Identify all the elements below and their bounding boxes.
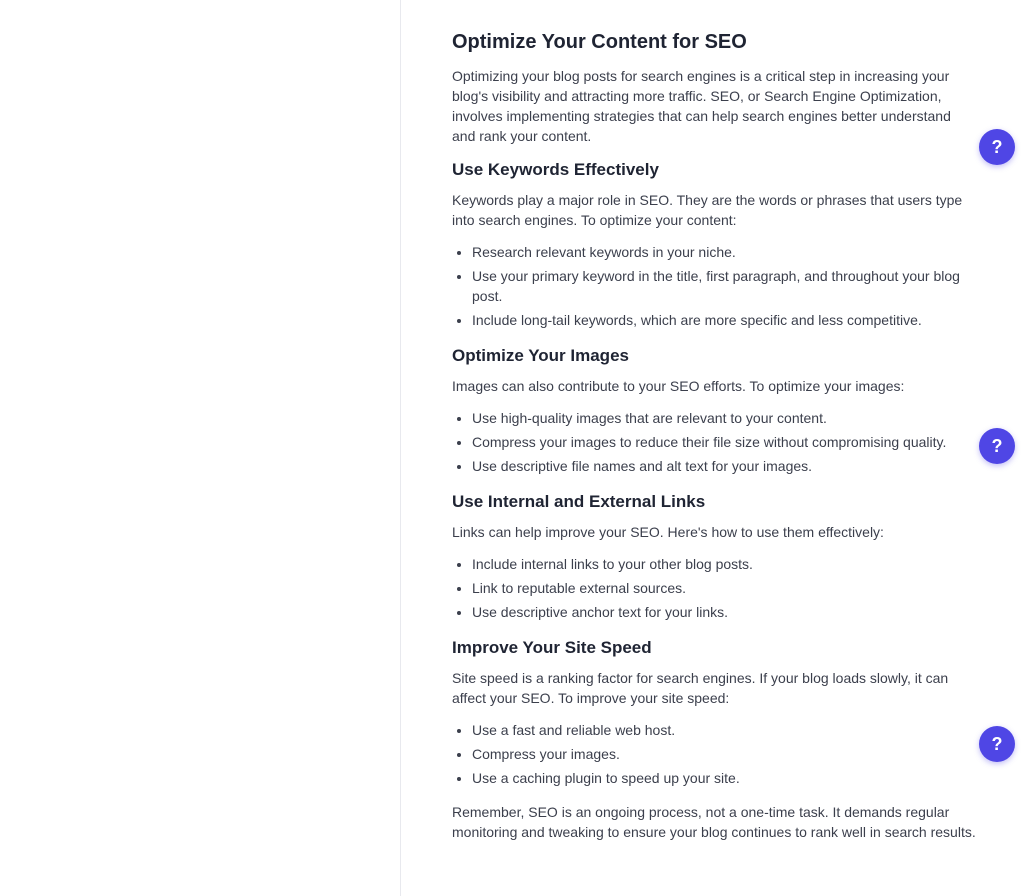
list-item: • Use descriptive file names and alt text for your images. <box>472 456 976 476</box>
question-icon: ? <box>991 435 1003 456</box>
list-item: • Use high-quality images that are relevant to your content. <box>472 408 976 428</box>
help-button[interactable] <box>979 129 1015 165</box>
article-content <box>452 28 976 854</box>
list-item: • Compress your images to reduce their file size without compromising quality. <box>472 432 976 452</box>
list-item: • Use descriptive anchor text for your links. <box>472 602 976 622</box>
section-heading: Improve Your Site Speed <box>452 638 652 657</box>
list-item: • Compress your images. <box>472 744 976 764</box>
section-text: Images can also contribute to your SEO efforts. To optimize your images: <box>452 378 905 394</box>
list-item: • Include long-tail keywords, which are more specific and less competitive. <box>472 310 976 330</box>
help-button[interactable] <box>979 726 1015 762</box>
section-keywords <box>452 158 976 330</box>
help-button[interactable] <box>979 428 1015 464</box>
section-site-speed <box>452 636 976 788</box>
list-item: • Use your primary keyword in the title, first paragraph, and throughout your blog post. <box>472 266 976 306</box>
list-item: • Include internal links to your other blog posts. <box>472 554 976 574</box>
question-icon: ? <box>991 136 1003 157</box>
section-heading: Use Internal and External Links <box>452 492 706 511</box>
section-heading: Use Keywords Effectively <box>452 160 659 179</box>
section-links <box>452 490 976 622</box>
section-text: Site speed is a ranking factor for search engines. If your blog loads slowly, it can affect your SEO. To improve your site speed: <box>452 670 949 706</box>
list-item: • Use a fast and reliable web host. <box>472 720 976 740</box>
bullet-list <box>452 720 976 788</box>
question-icon: ? <box>991 733 1003 754</box>
section-text: Keywords play a major role in SEO. They are the words or phrases that users type into search engines. To optimize your content: <box>452 192 963 228</box>
list-item: • Use a caching plugin to speed up your site. <box>472 768 976 788</box>
list-item: • Research relevant keywords in your niche. <box>472 242 976 262</box>
section-text: Links can help improve your SEO. Here's how to use them effectively: <box>452 524 884 540</box>
article-conclusion: Remember, SEO is an ongoing process, not a one-time task. It demands regular monitoring and tweaking to ensure your blog continues to rank well in search results. <box>452 804 976 840</box>
bullet-list <box>452 242 976 330</box>
section-images <box>452 344 976 476</box>
sidebar-panel <box>0 0 401 896</box>
bullet-list <box>452 408 976 476</box>
section-heading: Optimize Your Images <box>452 346 629 365</box>
article-title: Optimize Your Content for SEO <box>452 31 747 53</box>
article-intro: Optimizing your blog posts for search engines is a critical step in increasing your blog's visibility and attracting more traffic. SEO, or Search Engine Optimization, involves implementing strategies that can help search engines better understand and rank your content. <box>452 68 951 144</box>
list-item: • Link to reputable external sources. <box>472 578 976 598</box>
bullet-list <box>452 554 976 622</box>
